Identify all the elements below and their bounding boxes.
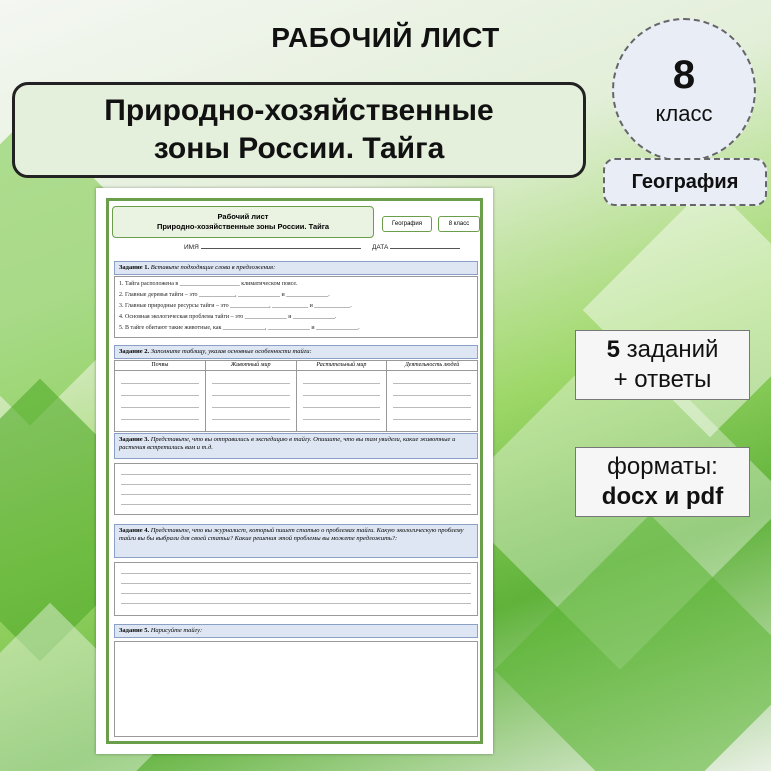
task5-heading [114, 624, 478, 638]
task1-label: Задание 1. [119, 264, 150, 271]
task1-line: 1. Тайга расположена в ____________________ климатическом поясе. [119, 281, 298, 287]
task2-column [115, 361, 206, 431]
date-label: ДАТА [372, 244, 389, 251]
main-title-line1: Природно-хозяйственные [104, 94, 494, 127]
task3-label: Задание 3. [119, 436, 150, 443]
main-title-line2: зоны России. Тайга [153, 132, 445, 165]
main-title [12, 82, 586, 178]
task3-heading [114, 433, 478, 459]
task2-column-header: Животный мир [206, 361, 296, 371]
grade-word: класс [655, 101, 713, 126]
task1-heading [114, 261, 478, 275]
top-title: РАБОЧИЙ ЛИСТ [271, 22, 500, 53]
worksheet-header-line2: Природно-хозяйственные зоны России. Тайга [156, 222, 330, 231]
worksheet-header [112, 206, 374, 238]
tasks-answers: + ответы [613, 366, 712, 393]
tasks-info-box [575, 330, 750, 400]
task3-answer-area [114, 463, 478, 515]
task3-text: Представьте, что вы отправились в экспедицию в тайгу. Опишите, что вы там увидели, какие животные и растения встретились вам и т.д. [119, 436, 456, 451]
task5-label: Задание 5. [119, 627, 150, 634]
name-label: ИМЯ [184, 244, 199, 251]
task2-text: Заполните таблицу, указав основные особенности тайги: [150, 348, 312, 355]
worksheet-subject-tag: География [382, 216, 432, 232]
task4-label: Задание 4. [119, 527, 150, 534]
formats-label: форматы: [607, 453, 718, 480]
formats-info-box [575, 447, 750, 517]
name-field [184, 244, 361, 251]
formats-value: docx и pdf [601, 483, 724, 510]
grade-badge [612, 18, 756, 162]
task2-table [114, 360, 478, 432]
task2-column [387, 361, 477, 431]
tasks-count: 5 [606, 336, 620, 363]
grade-number: 8 [672, 53, 696, 97]
task1-text: Вставьте подходящие слова в предложения: [150, 264, 276, 271]
task5-text: Нарисуйте тайгу: [150, 627, 203, 634]
task4-text: Представьте, что вы журналист, который пишет статью о проблемах тайги. Какую экологическую проблему тайги вы бы выбрали для своей статьи? Какие решения этой проблемы вы можете предложить?: [119, 527, 464, 542]
date-field [372, 244, 460, 251]
task2-column [206, 361, 297, 431]
task1-line: 5. В тайге обитают такие животные, как ______________, ______________ и ______________. [119, 325, 360, 331]
task2-column-header: Почвы [115, 361, 205, 371]
task1-body [114, 276, 478, 338]
worksheet-preview [96, 188, 493, 754]
task1-line: 3. Главные природные ресурсы тайги – это _____________, ____________ и ____________. [119, 303, 352, 309]
task1-line: 4. Основная экологическая проблема тайги – это ______________ и ______________. [119, 314, 337, 320]
worksheet-header-line1: Рабочий лист [217, 212, 269, 221]
task4-heading [114, 524, 478, 558]
task2-column-header: Растительный мир [297, 361, 387, 371]
task2-column-header: Деятельность людей [387, 361, 477, 371]
task1-line: 2. Главные деревья тайги – это ____________, ______________ и ______________. [119, 292, 330, 298]
task2-column [297, 361, 388, 431]
task5-drawing-area [114, 641, 478, 737]
subject-badge: География [603, 158, 767, 206]
task2-label: Задание 2. [119, 348, 150, 355]
tasks-word: заданий [626, 336, 719, 363]
task4-answer-area [114, 562, 478, 616]
worksheet-grade-tag: 8 класс [438, 216, 480, 232]
task2-heading [114, 345, 478, 359]
